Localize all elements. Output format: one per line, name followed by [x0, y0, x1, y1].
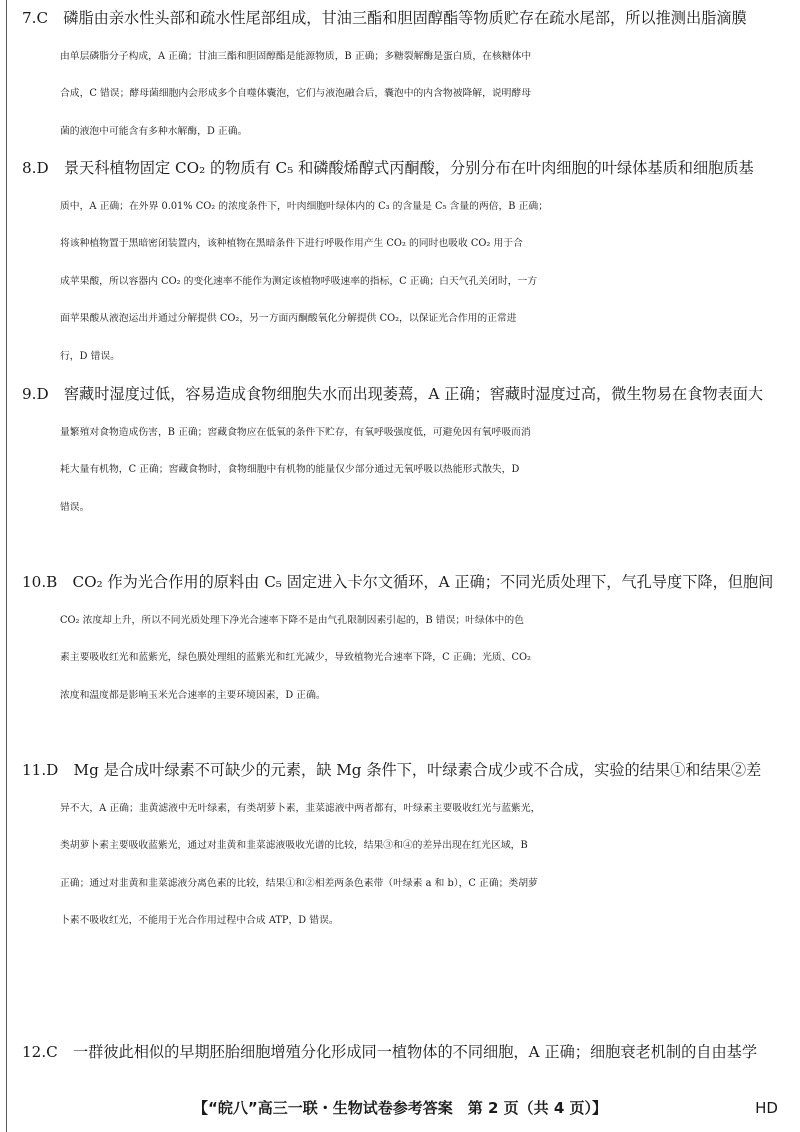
answer-text-line: 行，D 错误。	[60, 350, 120, 362]
answer-first-line: 11.D Mg 是合成叶绿素不可缺少的元素，缺 Mg 条件下，叶绿素合成少或不合成，实验的结果①和结果②差	[22, 761, 762, 779]
answer-text-line: 浓度和温度都是影响玉米光合速率的主要环境因素，D 正确。	[60, 689, 326, 701]
footer-code: HD	[755, 1099, 778, 1117]
answer-text-line: 耗大量有机物，C 正确；窖藏食物时，食物细胞中有机物的能量仅少部分通过无氧呼吸以热能形式散失，D	[60, 464, 520, 476]
answer-item-9	[22, 376, 778, 526]
answer-first-line: 9.D 窖藏时湿度过低，容易造成食物细胞失水而出现萎蔫，A 正确；窖藏时湿度过高，微生物易在食物表面大	[22, 385, 764, 403]
answer-text-line: 卜素不吸收红光，不能用于光合作用过程中合成 ATP，D 错误。	[60, 915, 339, 927]
answer-text-line: 菌的液泡中可能含有多种水解酶，D 正确。	[60, 125, 248, 137]
answer-first-line: 7.C 磷脂由亲水性头部和疏水性尾部组成，甘油三酯和胆固醇酯等物质贮存在疏水尾部，所以推测出脂滴膜	[22, 9, 747, 27]
answer-text-line: 合成，C 错误；酵母菌细胞内会形成多个自噬体囊泡，它们与液泡融合后，囊泡中的内含物被降解，说明酵母	[60, 88, 532, 100]
footer-title: 【“皖八”高三一联・生物试卷参考答案 第 2 页（共 4 页）】	[193, 1099, 607, 1117]
answer-text-line: 成苹果酸，所以容器内 CO₂ 的变化速率不能作为测定该植物呼吸速率的指标，C 正确；白天气孔关闭时，一方	[60, 275, 538, 287]
answer-first-line: 10.B CO₂ 作为光合作用的原料由 C₅ 固定进入卡尔文循环，A 正确；不同光质处理下，气孔导度下降，但胞间	[22, 573, 774, 591]
answer-text-line: 量繁殖对食物造成伤害，B 正确；窖藏食物应在低氧的条件下贮存，有氧呼吸强度低，可避免因有氧呼吸而消	[60, 426, 531, 438]
answer-text-line: 素主要吸收红光和蓝紫光，绿色膜处理组的蓝紫光和红光减少，导致植物光合速率下降，C 正确；光质、CO₂	[60, 652, 531, 664]
answer-text-line: 将该种植物置于黑暗密闭装置内，该种植物在黑暗条件下进行呼吸作用产生 CO₂ 的同时也吸收 CO₂ 用于合	[60, 238, 523, 250]
answer-item-8	[22, 150, 778, 376]
answer-item-7	[22, 0, 778, 150]
answer-text-line: 由单层磷脂分子构成，A 正确；甘油三酯和胆固醇酯是能源物质，B 正确；多糖裂解酶是蛋白质，在核糖体中	[60, 50, 532, 62]
answer-text-line: CO₂ 浓度却上升，所以不同光质处理下净光合速率下降不是由气孔限制因素引起的，B 错误；叶绿体中的色	[60, 614, 524, 626]
answer-first-line: 12.C 一群彼此相似的早期胚胎细胞增殖分化形成同一植物体的不同细胞，A 正确；细胞衰老机制的自由基学	[22, 1043, 758, 1061]
page-footer	[0, 1094, 800, 1122]
answer-item-10	[22, 564, 778, 714]
left-margin-rule	[6, 0, 7, 1132]
answer-text-line: 质中，A 正确；在外界 0.01% CO₂ 的浓度条件下，叶肉细胞叶绿体内的 C₃ 的含量是 C₅ 含量的两倍，B 正确；	[60, 200, 549, 212]
answer-text-line: 正确；通过对韭黄和韭菜滤液分离色素的比较，结果①和②相差两条色素带（叶绿素 a 和 b），C 正确；类胡萝	[60, 877, 538, 889]
answer-text-line: 面苹果酸从液泡运出并通过分解提供 CO₂，另一方面丙酮酸氧化分解提供 CO₂，以保证光合作用的正常进	[60, 313, 517, 325]
answer-text-line: 异不大，A 正确；韭黄滤液中无叶绿素，有类胡萝卜素，韭菜滤液中两者都有，叶绿素主要吸收红光与蓝紫光，	[60, 802, 541, 814]
answer-item-12	[22, 1034, 778, 1072]
answer-item-11	[22, 752, 778, 940]
answer-text-line: 错误。	[60, 501, 90, 513]
answer-text-line: 类胡萝卜素主要吸收蓝紫光，通过对韭黄和韭菜滤液吸收光谱的比较，结果③和④的差异出现在红光区域，B	[60, 840, 528, 852]
answer-first-line: 8.D 景天科植物固定 CO₂ 的物质有 C₅ 和磷酸烯醇式丙酮酸，分别分布在叶肉细胞的叶绿体基质和细胞质基	[22, 159, 754, 177]
